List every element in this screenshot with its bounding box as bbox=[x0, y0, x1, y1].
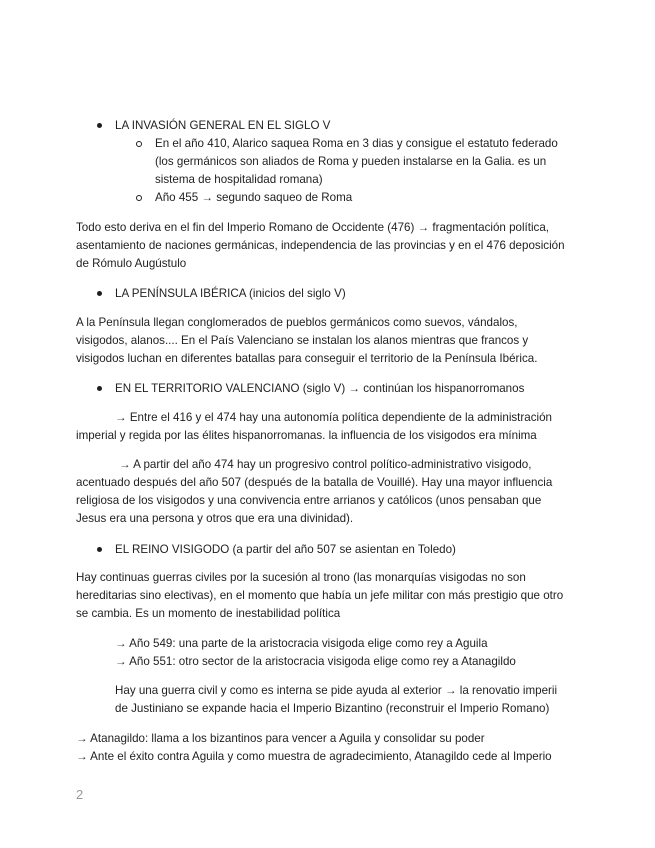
subitem-line: (los germánicos son aliados de Roma y pueden instalarse en la Galia. es un bbox=[155, 155, 547, 168]
paragraph-line: de Rómulo Augústulo bbox=[76, 257, 187, 270]
bullet-ring-icon bbox=[136, 195, 142, 201]
paragraph-line: se cambia. Es un momento de inestabilidad política bbox=[76, 607, 341, 620]
paragraph-line: religiosa de los visigodos y una convivencia entre arrianos y católicos (unos pensaban que bbox=[76, 494, 542, 507]
paragraph-line: acentuado después del año 507 (después de la batalla de Vouillé). Hay una mayor influencia bbox=[76, 476, 553, 489]
bullet-dot-icon bbox=[97, 547, 102, 552]
indented-arrow-line: → Año 549: una parte de la aristocracia visigoda elige como rey a Aguila bbox=[115, 637, 488, 650]
paragraph-line: Hay continuas guerras civiles por la sucesión al trono (las monarquías visigodas no son bbox=[76, 571, 526, 584]
page-number: 2 bbox=[76, 787, 84, 802]
bullet-dot-icon bbox=[97, 386, 102, 391]
section-heading-valenciano: EN EL TERRITORIO VALENCIANO (siglo V) → continúan los hispanorromanos bbox=[115, 382, 525, 395]
section-heading-peninsula: LA PENÍNSULA IBÉRICA (inicios del siglo V) bbox=[115, 287, 346, 300]
paragraph-line: Todo esto deriva en el fin del Imperio Romano de Occidente (476) → fragmentación política, bbox=[76, 221, 550, 234]
paragraph-line: hereditarias sino electivas), en el momento que había un jefe militar con más prestigio que otro bbox=[76, 589, 564, 602]
paragraph-line: visigodos luchan en diferentes batallas para conseguir el territorio de la Península Ibérica. bbox=[76, 352, 538, 365]
section-heading-invasion: LA INVASIÓN GENERAL EN EL SIGLO V bbox=[115, 119, 331, 132]
paragraph-line: asentamiento de naciones germánicas, independencia de las provincias y en el 476 deposición bbox=[76, 239, 565, 252]
closing-arrow-line: → Ante el éxito contra Aguila y como muestra de agradecimiento, Atanagildo cede al Imperio bbox=[76, 750, 552, 763]
bullet-dot-icon bbox=[97, 123, 102, 128]
bullet-ring-icon bbox=[136, 141, 142, 147]
paragraph-line: Jesus era una persona y otros que era una divinidad). bbox=[76, 512, 354, 525]
section-heading-reino: EL REINO VISIGODO (a partir del año 507 se asientan en Toledo) bbox=[115, 543, 456, 556]
paragraph-line: A la Península llegan conglomerados de pueblos germánicos como suevos, vándalos, bbox=[76, 316, 518, 329]
paragraph-line: imperial y regida por las élites hispanorromanas. la influencia de los visigodos era mínima bbox=[76, 429, 537, 442]
paragraph-line: visigodos, alanos.... En el País Valenciano se instalan los alanos mientras que francos y bbox=[76, 334, 529, 347]
subitem-line: sistema de hospitalidad romana) bbox=[155, 173, 323, 186]
subitem-line: Año 455 → segundo saqueo de Roma bbox=[155, 191, 353, 204]
indented-arrow-line: → Año 551: otro sector de la aristocracia visigoda elige como rey a Atanagildo bbox=[115, 655, 516, 668]
paragraph-line: Hay una guerra civil y como es interna se pide ayuda al exterior → la renovatio imperii bbox=[115, 684, 558, 697]
paragraph-line: de Justiniano se expande hacia el Imperio Bizantino (reconstruir el Imperio Romano) bbox=[115, 702, 550, 715]
paragraph-line: → Entre el 416 y el 474 hay una autonomía política dependiente de la administración bbox=[115, 411, 552, 424]
subitem-line: En el año 410, Alarico saquea Roma en 3 dias y consigue el estatuto federado bbox=[155, 137, 558, 150]
paragraph-line: → A partir del año 474 hay un progresivo control político-administrativo visigodo, bbox=[119, 458, 532, 471]
bullet-dot-icon bbox=[97, 291, 102, 296]
closing-arrow-line: → Atanagildo: llama a los bizantinos para vencer a Aguila y consolidar su poder bbox=[76, 732, 485, 745]
